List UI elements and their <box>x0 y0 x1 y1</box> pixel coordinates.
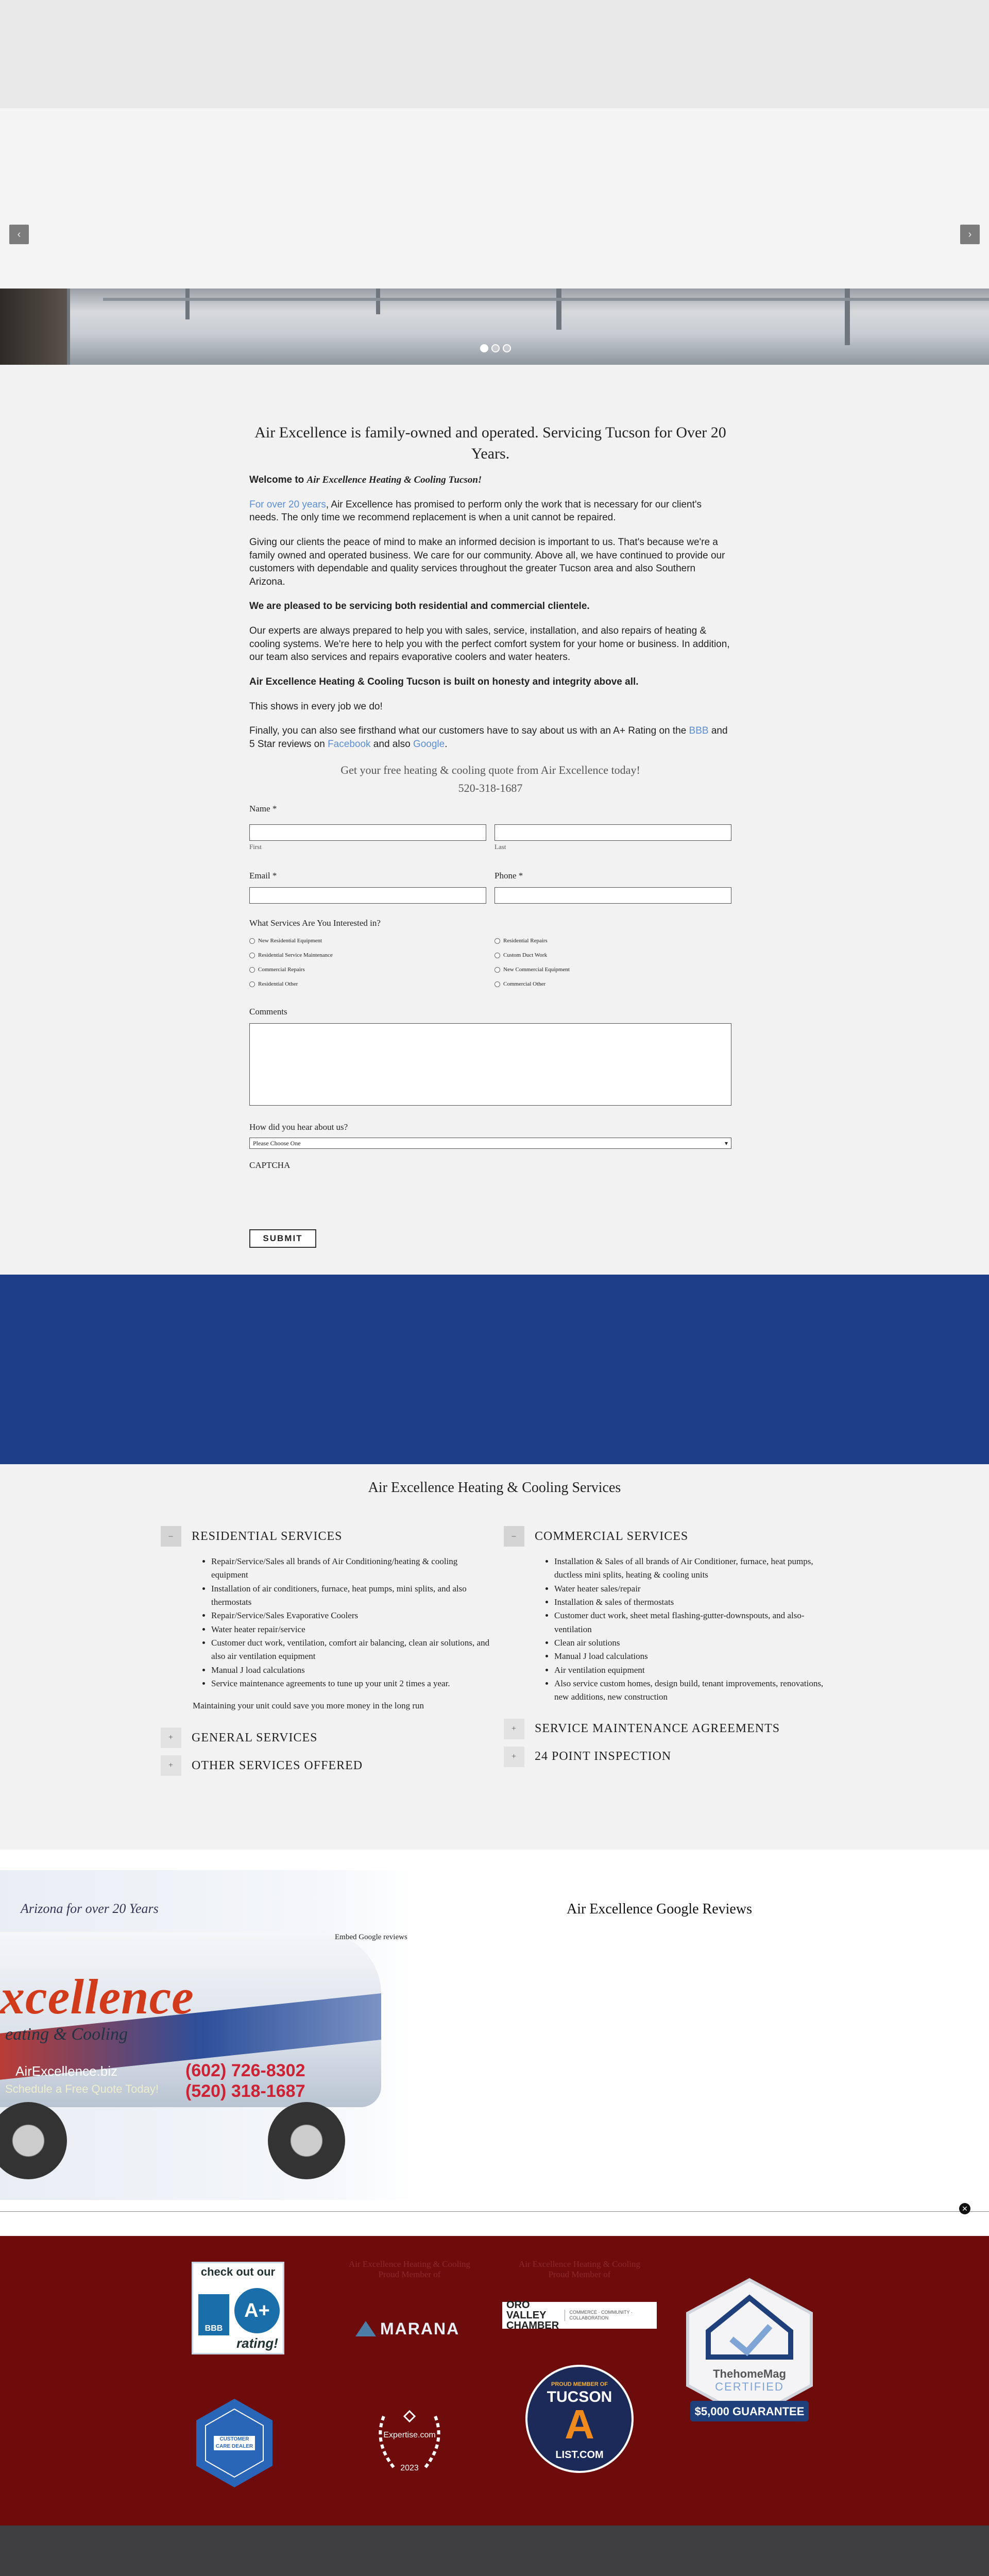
chevron-left-icon: ‹ <box>17 228 21 240</box>
expertise-badge[interactable]: Expertise.com 2023 <box>363 2401 456 2483</box>
accordion-inspection[interactable]: + 24 POINT INSPECTION <box>504 1745 833 1768</box>
slider-prev-button[interactable] <box>9 225 29 244</box>
submit-button[interactable]: SUBMIT <box>249 1229 316 1248</box>
services-left-column <box>161 1525 490 1777</box>
service-checkbox[interactable]: Commercial Other <box>494 977 731 991</box>
slider-dots <box>480 344 511 352</box>
list-item: • Installation & sales of thermostats <box>554 1596 833 1609</box>
slider-dot[interactable] <box>480 344 488 352</box>
oro-valley-logo[interactable]: ORO VALLEY CHAMBER COMMERCE · COMMUNITY · COLLABORATION <box>502 2302 657 2329</box>
blue-band <box>0 1275 989 1464</box>
company-name: Air Excellence Heating & Cooling Tucson! <box>306 474 482 485</box>
list-item: • Customer duct work, sheet metal flashing-gutter-downspouts, and also-ventilation <box>554 1609 833 1636</box>
list-item: • Manual J load calculations <box>211 1664 490 1677</box>
services-label: What Services Are You Interested in? <box>249 918 381 928</box>
intro-heading: Air Excellence is family-owned and operated. Servicing Tucson for Over 20 Years. <box>254 424 726 462</box>
years-link[interactable]: For over 20 years <box>249 499 326 510</box>
service-checkbox[interactable]: Custom Duct Work <box>494 948 731 962</box>
reviews-title: Air Excellence Google Reviews <box>567 1901 752 1917</box>
tucson-a-list-badge[interactable]: PROUD MEMBER OF TUCSON A LIST.COM <box>525 2365 634 2473</box>
list-item: • Clean air solutions <box>554 1636 833 1650</box>
hear-select[interactable]: Please Choose One ▾ <box>249 1138 731 1149</box>
mountain-icon <box>355 2321 376 2336</box>
badges-section <box>0 2236 989 2526</box>
list-item: • Also service custom homes, design build, tenant improvements, renovations, new additions, new construction <box>554 1677 833 1704</box>
marana-logo[interactable]: MARANA <box>355 2317 464 2340</box>
marana-caption: Air Excellence Heating & Cooling Proud Member of <box>348 2259 471 2279</box>
last-label: Last <box>494 843 506 851</box>
plus-icon[interactable]: + <box>504 1747 524 1767</box>
service-checkbox[interactable]: Residential Repairs <box>494 934 731 948</box>
list-item: • Repair/Service/Sales all brands of Air Conditioning/heating & cooling equipment <box>211 1555 490 1582</box>
hero-banner-top <box>0 0 989 108</box>
clientele-line: We are pleased to be servicing both residential and commercial clientele. <box>249 601 590 612</box>
list-item: • Installation of air conditioners, furnace, heat pumps, mini splits, and also thermostats <box>211 1582 490 1609</box>
quote-line: Get your free heating & cooling quote from Air Excellence today! <box>340 763 640 776</box>
list-item: • Repair/Service/Sales Evaporative Coolers <box>211 1609 490 1622</box>
first-name-input[interactable] <box>249 824 486 841</box>
van-image: Arizona for over 20 Years xcellence eating & Cooling AirExcellence.biz Schedule a Free Quote Today! (602) 726-8302 (520) 318-1687 <box>0 1870 412 2200</box>
intro-paragraph: Our experts are always prepared to help you with sales, service, installation, and also repairs of heating & cooling systems. We're here to help you with the perfect comfort system for your home or business. In addition, our team also services and repairs evaporative coolers and water heaters. <box>249 625 730 663</box>
quote-form <box>249 804 731 1248</box>
reviews-embed: Embed Google reviews <box>335 1933 407 1941</box>
service-checkbox[interactable]: New Residential Equipment <box>249 934 486 948</box>
comments-label: Comments <box>249 1007 287 1016</box>
list-item: • Water heater sales/repair <box>554 1582 833 1596</box>
hero-image <box>0 289 989 365</box>
footer <box>0 2526 989 2576</box>
hear-label: How did you hear about us? <box>249 1122 348 1132</box>
chevron-down-icon: ▾ <box>724 1139 728 1147</box>
accordion-maintenance[interactable]: + SERVICE MAINTENANCE AGREEMENTS <box>504 1718 833 1740</box>
slider-dot[interactable] <box>491 344 500 352</box>
residential-note: Maintaining your unit could save you more money in the long run <box>193 1701 424 1711</box>
quote-phone[interactable]: 520-318-1687 <box>458 782 523 795</box>
ratings-paragraph: Finally, you can also see firsthand what our customers have to say about us with an A+ Rating on the BBB and 5 Star reviews on Facebook and also Google. <box>249 725 728 750</box>
name-label: Name * <box>249 804 277 814</box>
phone-label: Phone * <box>494 871 523 880</box>
service-checkbox[interactable]: New Commercial Equipment <box>494 962 731 977</box>
thehomemag-badge[interactable]: ThehomeMag CERTIFIED $5,000 GUARANTEE <box>680 2277 819 2432</box>
first-label: First <box>249 843 262 851</box>
captcha-area <box>249 1171 731 1229</box>
welcome-line: Welcome to Air Excellence Heating & Cooling Tucson! <box>249 474 482 485</box>
close-icon[interactable]: ✕ <box>959 2203 970 2214</box>
residential-list <box>211 1555 490 1690</box>
oro-valley-caption: Air Excellence Heating & Cooling Proud Member of <box>518 2259 641 2279</box>
intro-paragraph: Giving our clients the peace of mind to make an informed decision is important to us. That's because we're a family owned and operated business. We care for our community. Above all, we have continued to provide our customers with dependable and quality services throughout the greater Tucson area and also Southern Arizona. <box>249 536 725 587</box>
captcha-label: CAPTCHA <box>249 1160 291 1170</box>
plus-icon[interactable]: + <box>161 1727 181 1748</box>
intro-paragraph: For over 20 years, Air Excellence has promised to perform only the work that is necessary for our client's needs. The only time we recommend replacement is when a unit cannot be repaired. <box>249 499 702 523</box>
bbb-logo-icon: BBB <box>198 2294 229 2335</box>
facebook-link[interactable]: Facebook <box>328 738 371 750</box>
email-input[interactable] <box>249 887 486 904</box>
divider <box>0 2211 989 2212</box>
slider-dot[interactable] <box>503 344 511 352</box>
comments-textarea[interactable] <box>249 1023 731 1106</box>
minus-icon[interactable]: – <box>161 1526 181 1547</box>
accordion-other[interactable]: + OTHER SERVICES OFFERED <box>161 1754 490 1777</box>
slider-next-button[interactable] <box>960 225 980 244</box>
customer-care-badge[interactable]: CUSTOMER CARE DEALER <box>193 2397 276 2489</box>
phone-input[interactable] <box>494 887 731 904</box>
services-right-column <box>504 1525 833 1768</box>
email-label: Email * <box>249 871 277 880</box>
list-item: • Water heater repair/service <box>211 1623 490 1636</box>
google-link[interactable]: Google <box>413 738 445 750</box>
services-title: Air Excellence Heating & Cooling Services <box>368 1480 621 1496</box>
intro-section <box>249 422 731 796</box>
intro-paragraph: This shows in every job we do! <box>249 701 383 712</box>
bbb-badge[interactable]: check out our BBB A+ rating! <box>192 2262 284 2354</box>
minus-icon[interactable]: – <box>504 1526 524 1547</box>
list-item: • Air ventilation equipment <box>554 1664 833 1677</box>
service-checkbox[interactable]: Residential Service Maintenance <box>249 948 486 962</box>
hero-slider <box>0 108 989 289</box>
list-item: • Customer duct work, ventilation, comfort air balancing, clean air solutions, and also air ventilation equipment <box>211 1636 490 1664</box>
accordion-residential[interactable]: – RESIDENTIAL SERVICES <box>161 1525 490 1548</box>
plus-icon[interactable]: + <box>161 1755 181 1776</box>
accordion-commercial[interactable]: – COMMERCIAL SERVICES <box>504 1525 833 1548</box>
honesty-line: Air Excellence Heating & Cooling Tucson is built on honesty and integrity above all. <box>249 676 639 688</box>
commercial-list <box>554 1555 833 1704</box>
list-item: • Service maintenance agreements to tune up your unit 2 times a year. <box>211 1677 490 1690</box>
list-item: • Manual J load calculations <box>554 1650 833 1663</box>
accordion-general[interactable]: + GENERAL SERVICES <box>161 1726 490 1749</box>
service-checkbox[interactable]: Residential Other <box>249 977 486 991</box>
list-item: • Installation & Sales of all brands of Air Conditioner, furnace, heat pumps, ductless mini splits, heating & cooling units <box>554 1555 833 1582</box>
chevron-right-icon: › <box>968 228 972 240</box>
service-checkbox[interactable]: Commercial Repairs <box>249 962 486 977</box>
bbb-link[interactable]: BBB <box>689 725 709 737</box>
plus-icon[interactable]: + <box>504 1719 524 1739</box>
last-name-input[interactable] <box>494 824 731 841</box>
